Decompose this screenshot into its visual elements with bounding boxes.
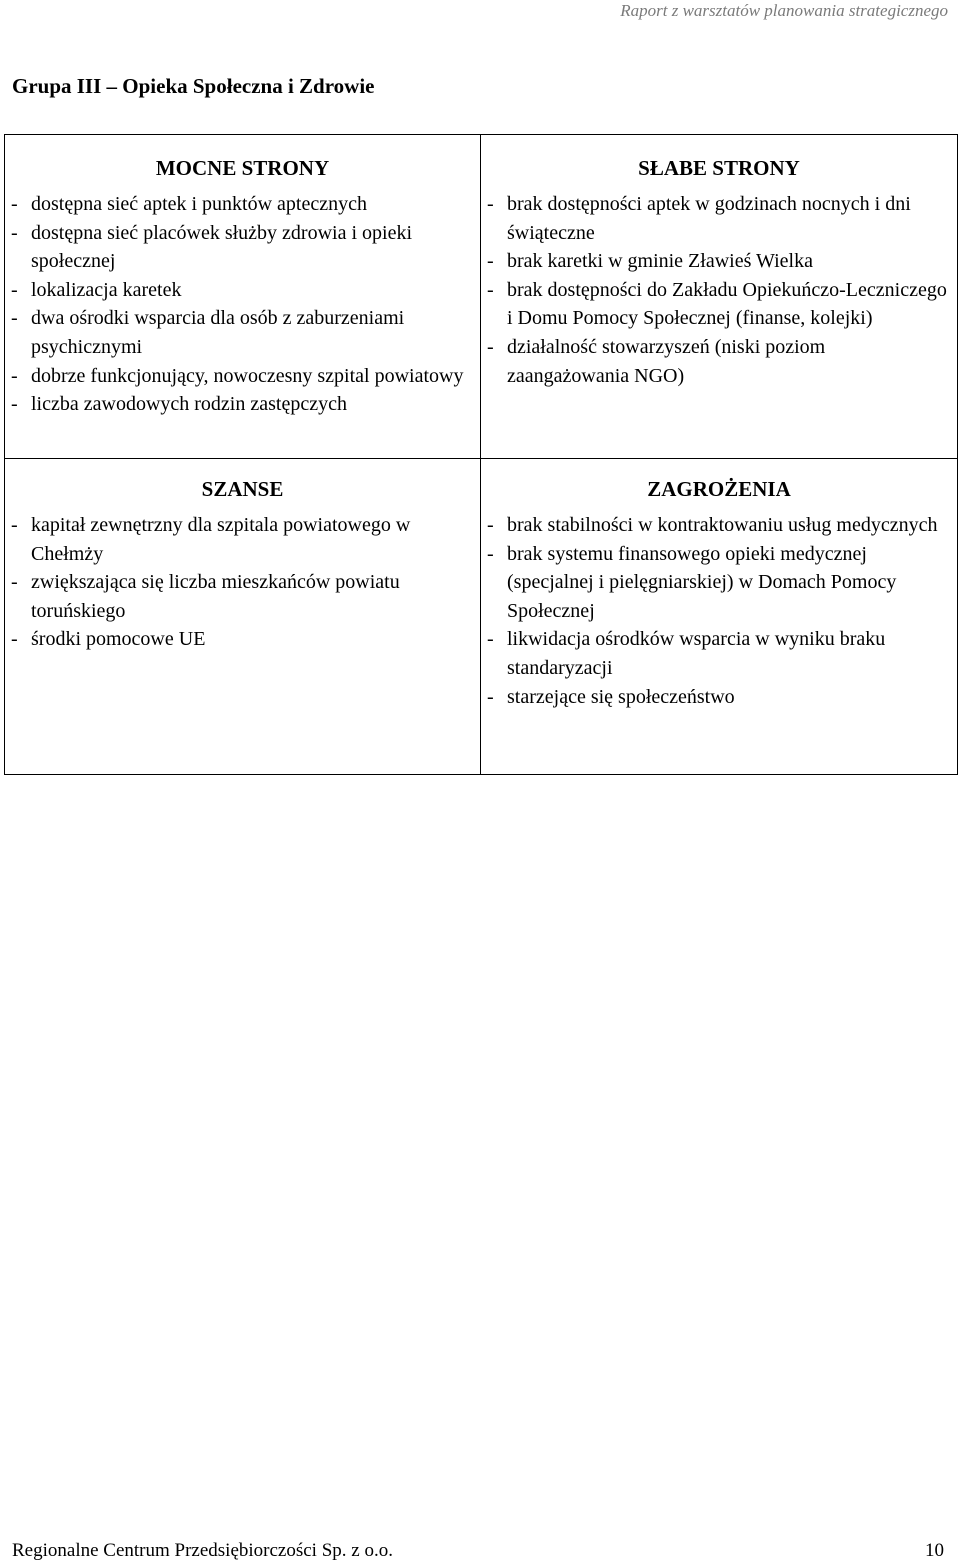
strengths-item: - dwa ośrodki wsparcia dla osób z zaburzeniami psychicznymi bbox=[11, 304, 474, 361]
opportunities-list bbox=[5, 511, 480, 654]
weaknesses-item: - działalność stowarzyszeń (niski poziom zaangażowania NGO) bbox=[487, 333, 951, 390]
swot-row-bottom bbox=[5, 459, 958, 775]
strengths-item: - lokalizacja karetek bbox=[11, 276, 474, 305]
threats-cell bbox=[481, 459, 958, 775]
swot-table bbox=[4, 134, 958, 775]
strengths-heading: MOCNE STRONY bbox=[155, 156, 330, 180]
weaknesses-item: - brak dostępności aptek w godzinach nocnych i dni świąteczne bbox=[487, 190, 951, 247]
weaknesses-heading: SŁABE STRONY bbox=[638, 156, 800, 180]
weaknesses-item: - brak dostępności do Zakładu Opiekuńczo-Leczniczego i Domu Pomocy Społecznej (finanse, kolejki) bbox=[487, 276, 951, 333]
weaknesses-cell bbox=[481, 135, 958, 459]
opportunities-heading: SZANSE bbox=[201, 477, 284, 501]
strengths-list bbox=[5, 190, 480, 419]
threats-item: - starzejące się społeczeństwo bbox=[487, 683, 951, 712]
opportunities-item: - zwiększająca się liczba mieszkańców powiatu toruńskiego bbox=[11, 568, 474, 625]
page-number: 10 bbox=[925, 1540, 944, 1561]
threats-item: - brak stabilności w kontraktowaniu usług medycznych bbox=[487, 511, 951, 540]
strengths-item: - dostępna sieć placówek służby zdrowia i opieki społecznej bbox=[11, 219, 474, 276]
threats-list bbox=[481, 511, 957, 711]
threats-item: - likwidacja ośrodków wsparcia w wyniku braku standaryzacji bbox=[487, 625, 951, 682]
footer-organization: Regionalne Centrum Przedsiębiorczości Sp. z o.o. bbox=[12, 1540, 393, 1561]
opportunities-item: - kapitał zewnętrzny dla szpitala powiatowego w Chełmży bbox=[11, 511, 474, 568]
threats-heading: ZAGROŻENIA bbox=[647, 477, 791, 501]
strengths-item: - liczba zawodowych rodzin zastępczych bbox=[11, 390, 474, 419]
section-title: Grupa III – Opieka Społeczna i Zdrowie bbox=[12, 74, 375, 98]
threats-item: - brak systemu finansowego opieki medycznej (specjalnej i pielęgniarskiej) w Domach Pomocy Społecznej bbox=[487, 540, 951, 626]
weaknesses-list bbox=[481, 190, 957, 390]
running-header: Raport z warsztatów planowania strategicznego bbox=[620, 1, 948, 20]
swot-row-top bbox=[5, 135, 958, 459]
weaknesses-item: - brak karetki w gminie Zławieś Wielka bbox=[487, 247, 951, 276]
strengths-item: - dobrze funkcjonujący, nowoczesny szpital powiatowy bbox=[11, 362, 474, 391]
strengths-cell bbox=[5, 135, 481, 459]
opportunities-item: - środki pomocowe UE bbox=[11, 625, 474, 654]
opportunities-cell bbox=[5, 459, 481, 775]
strengths-item: - dostępna sieć aptek i punktów aptecznych bbox=[11, 190, 474, 219]
